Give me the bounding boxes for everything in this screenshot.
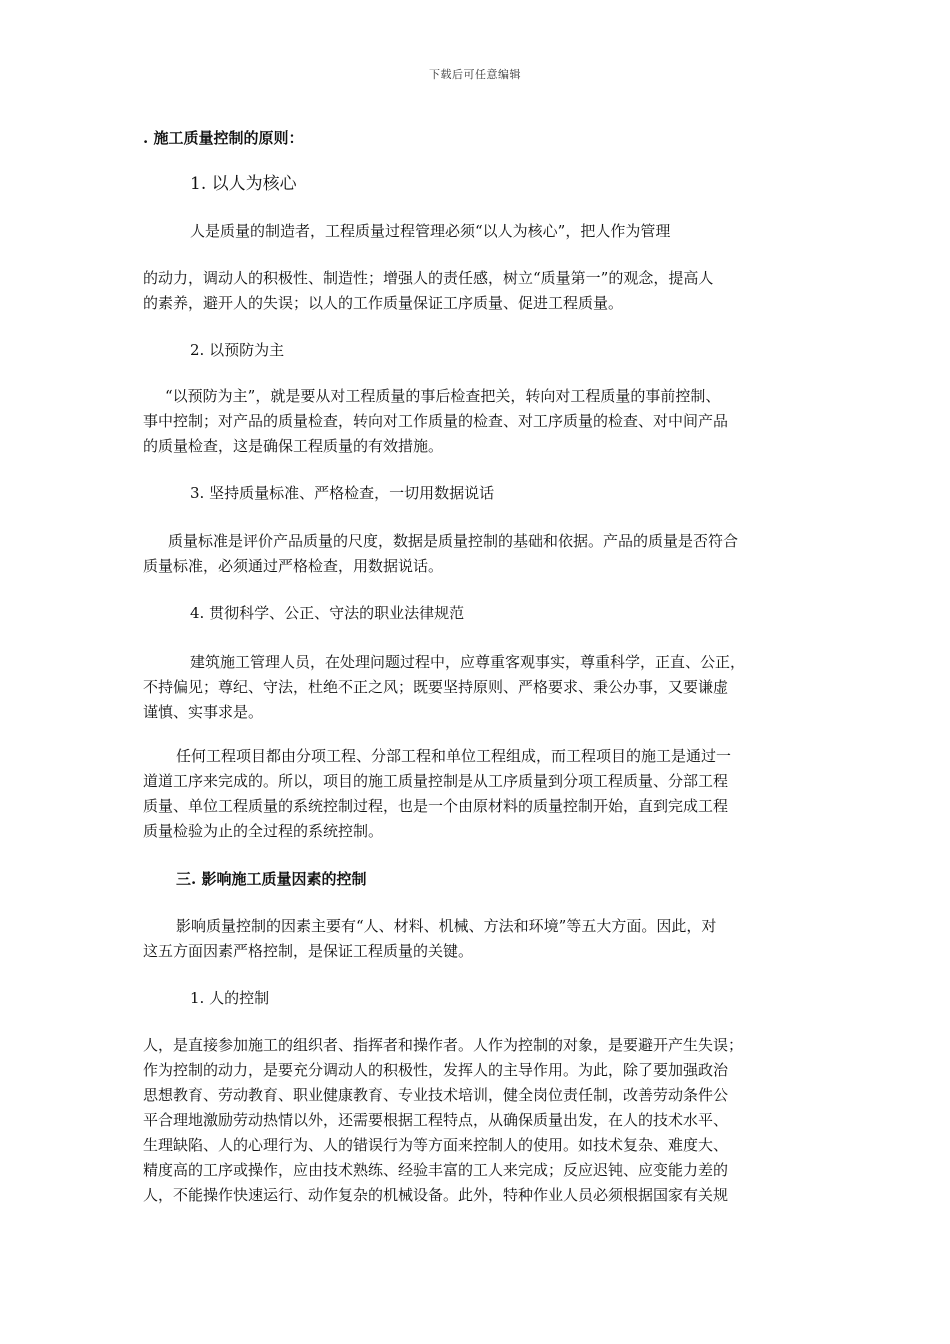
section-3-title: 三. 影响施工质量因素的控制 (176, 870, 367, 888)
principle-1-line-1: 人是质量的制造者，工程质量过程管理必须“以人为核心”，把人作为管理 (190, 222, 671, 240)
principle-4-line-1: 建筑施工管理人员，在处理问题过程中，应尊重客观事实，尊重科学，正直、公正， (190, 653, 746, 671)
people-line-6: 精度高的工序或操作，应由技术熟练、经验丰富的工人来完成；反应迟钝、应变能力差的 (143, 1161, 729, 1179)
principle-3-heading: 3. 坚持质量标准、严格检查，一切用数据说话 (190, 484, 495, 502)
header-note: 下载后可任意编辑 (429, 68, 521, 81)
people-line-2: 作为控制的动力，是要充分调动人的积极性，发挥人的主导作用。为此，除了要加强政治 (143, 1061, 729, 1079)
people-line-5: 生理缺陷、人的心理行为、人的错误行为等方面来控制人的使用。如技术复杂、难度大、 (143, 1136, 729, 1154)
principle-1-line-3: 的素养，避开人的失误；以人的工作质量保证工序质量、促进工程质量。 (143, 294, 624, 312)
summary-line-2: 道道工序来完成的。所以，项目的施工质量控制是从工序质量到分项工程质量、分部工程 (143, 772, 729, 790)
principle-4-line-3: 谨慎、实事求是。 (143, 703, 264, 721)
principle-1-heading: 1. 以人为核心 (190, 174, 297, 194)
section-3-line-1: 影响质量控制的因素主要有“人、材料、机械、方法和环境”等五大方面。因此，对 (176, 917, 717, 935)
principle-2-line-2: 事中控制；对产品的质量检查，转向对工作质量的检查、对工序质量的检查、对中间产品 (143, 412, 729, 430)
principle-4-line-2: 不持偏见；尊纪、守法，杜绝不正之风；既要坚持原则、严格要求、秉公办事，又要谦虚 (143, 678, 729, 696)
people-line-3: 思想教育、劳动教育、职业健康教育、专业技术培训，健全岗位责任制，改善劳动条件公 (143, 1086, 729, 1104)
principle-1-line-2: 的动力，调动人的积极性、制造性；增强人的责任感，树立“质量第一”的观念，提高人 (143, 269, 714, 287)
people-line-7: 人，不能操作快速运行、动作复杂的机械设备。此外，特种作业人员必须根据国家有关规 (143, 1186, 729, 1204)
people-line-4: 平合理地激励劳动热情以外，还需要根据工程特点，从确保质量出发，在人的技术水平、 (143, 1111, 729, 1129)
principle-2-heading: 2. 以预防为主 (190, 341, 285, 359)
section-3-line-2: 这五方面因素严格控制，是保证工程质量的关键。 (143, 942, 474, 960)
principle-2-line-1: “以预防为主”，就是要从对工程质量的事后检查把关，转向对工程质量的事前控制、 (165, 387, 721, 405)
principle-3-line-1: 质量标准是评价产品质量的尺度，数据是质量控制的基础和依据。产品的质量是否符合 (168, 532, 739, 550)
summary-line-3: 质量、单位工程质量的系统控制过程，也是一个由原材料的质量控制开始，直到完成工程 (143, 797, 729, 815)
people-line-1: 人，是直接参加施工的组织者、指挥者和操作者。人作为控制的对象，是要避开产生失误； (143, 1036, 744, 1054)
principle-2-line-3: 的质量检查，这是确保工程质量的有效措施。 (143, 437, 444, 455)
principle-3-line-2: 质量标准，必须通过严格检查，用数据说话。 (143, 557, 444, 575)
principles-title: . 施工质量控制的原则： (143, 129, 304, 147)
people-control-heading: 1. 人的控制 (190, 989, 270, 1007)
summary-line-4: 质量检验为止的全过程的系统控制。 (143, 822, 384, 840)
principle-4-heading: 4. 贯彻科学、公正、守法的职业法律规范 (190, 604, 465, 622)
summary-line-1: 任何工程项目都由分项工程、分部工程和单位工程组成，而工程项目的施工是通过一 (176, 747, 732, 765)
